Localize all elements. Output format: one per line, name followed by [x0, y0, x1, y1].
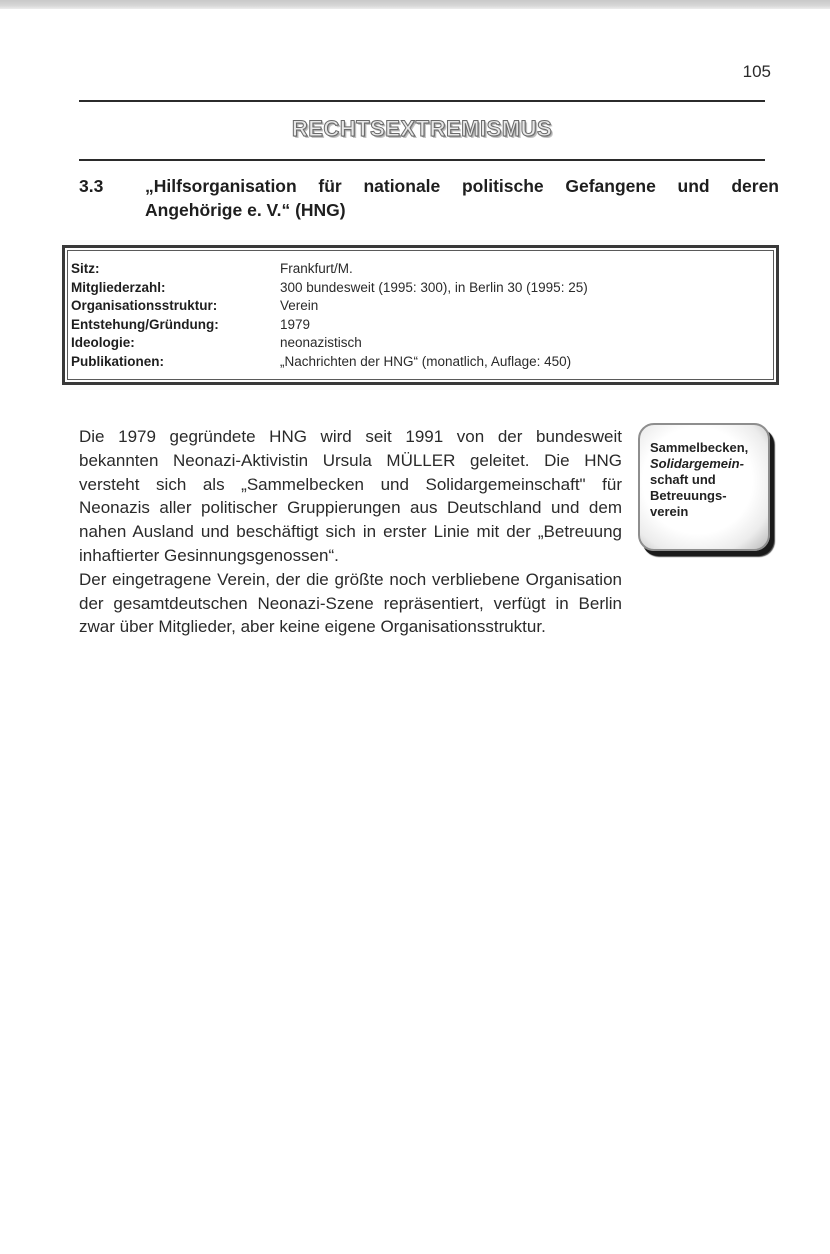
fact-value: „Nachrichten der HNG“ (monatlich, Auflage: 450): [280, 353, 572, 369]
fact-label: Sitz:: [71, 261, 100, 276]
section-heading: [79, 174, 779, 222]
body-text: [79, 425, 622, 639]
margin-note-line: verein: [650, 504, 689, 519]
fact-label: Publikationen:: [71, 353, 165, 369]
fact-label: Organisationsstruktur:: [71, 298, 218, 313]
fact-value: neonazistisch: [280, 335, 362, 350]
section-title-line-2: Angehörige e. V.“ (HNG): [145, 200, 346, 220]
fact-row-mitgliederzahl: [71, 279, 588, 298]
fact-label: Entstehung/Gründung:: [71, 316, 219, 332]
fact-row-entstehung: [71, 316, 588, 335]
fact-row-sitz: [71, 260, 588, 279]
margin-note-text: [650, 440, 748, 520]
fact-value: Verein: [280, 298, 319, 313]
fact-value: Frankfurt/M.: [280, 261, 353, 276]
fact-value: 300 bundesweit (1995: 300), in Berlin 30 (1995: 25): [280, 279, 588, 295]
section-title-line-1: „Hilfsorganisation für nationale politische Gefangene und deren: [145, 176, 779, 196]
margin-note-line: Betreuungs-: [650, 488, 727, 503]
fact-rows: [71, 260, 588, 371]
header-rule-bottom: [79, 159, 765, 161]
fact-row-organisationsstruktur: [71, 297, 588, 316]
margin-note-line: schaft und: [650, 472, 716, 487]
fact-label: Ideologie:: [71, 335, 135, 350]
paragraph: Der eingetragene Verein, der die größte noch verbliebene Organisation der gesamtdeutschen Neonazi-Szene repräsentiert, verfügt in Berlin zwar über Mitglieder, aber keine eigene Organisationsstruktur.: [79, 569, 622, 637]
margin-note: [638, 423, 770, 551]
page-number: 105: [742, 62, 771, 81]
section-title: [145, 174, 779, 222]
fact-box: [62, 245, 779, 385]
fact-label: Mitgliederzahl:: [71, 279, 166, 295]
margin-note-line: Sammelbecken,: [650, 440, 749, 455]
fact-row-publikationen: [71, 353, 588, 372]
fact-row-ideologie: [71, 334, 588, 353]
fact-value: 1979: [280, 316, 311, 332]
margin-note-line: Solidargemein-: [650, 456, 744, 471]
header-rule-top: [79, 100, 765, 102]
section-number: 3.3: [79, 176, 104, 196]
running-head: RECHTSEXTREMISMUS: [291, 116, 553, 141]
scan-top-edge: [0, 0, 830, 9]
paragraph: Die 1979 gegründete HNG wird seit 1991 von der bundesweit bekannten Neonazi-Aktivistin Ursula MÜLLER geleitet. Die HNG versteht sich als „Sammelbecken und Solidargemeinschaft" für Neonazis aller politischer Gruppierungen aus Deutschland und dem nahen Ausland und beschäftigt sich in erster Linie mit der „Betreuung inhaftierter Gesinnungsgenossen“.: [79, 427, 622, 565]
